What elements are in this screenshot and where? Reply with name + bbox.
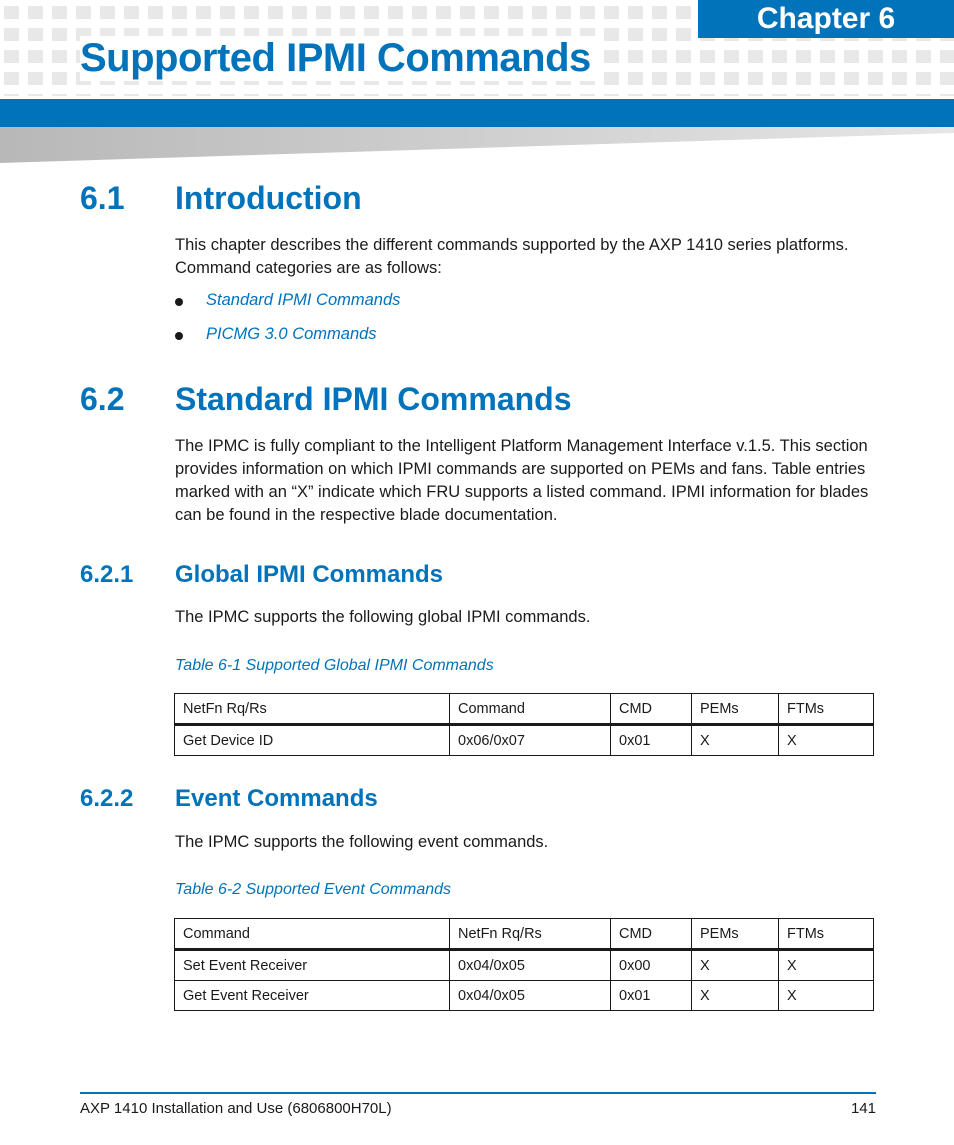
table-cell: X [779, 981, 874, 1011]
table-header-cell: PEMs [692, 694, 779, 725]
table-cell: 0x01 [611, 725, 692, 756]
table-caption: Table 6-1 Supported Global IPMI Commands [175, 657, 494, 674]
footer-page-number: 141 [850, 1100, 876, 1117]
section-heading-6-1 [80, 180, 362, 217]
event-commands-paragraph: The IPMC supports the following event commands. [175, 833, 549, 851]
section-heading-6-2-1 [80, 561, 443, 589]
table-header-cell: Command [450, 694, 611, 725]
footer-divider [80, 1092, 876, 1094]
table-row [175, 950, 874, 981]
global-ipmi-table [174, 693, 874, 756]
table-cell: X [692, 725, 779, 756]
section-title: Standard IPMI Commands [175, 381, 572, 417]
table-cell: 0x04/0x05 [450, 950, 611, 981]
link-picmg-commands[interactable]: PICMG 3.0 Commands [206, 325, 377, 343]
table-cell: Get Event Receiver [175, 981, 450, 1011]
section-heading-6-2 [80, 381, 572, 418]
table-header-cell: Command [175, 919, 450, 950]
table-cell: X [692, 981, 779, 1011]
table-cell: 0x01 [611, 981, 692, 1011]
global-ipmi-paragraph: The IPMC supports the following global IPMI commands. [175, 608, 591, 626]
table-header-row [175, 919, 874, 950]
table-caption: Table 6-2 Supported Event Commands [175, 881, 452, 898]
table-header-row [175, 694, 874, 725]
header-blue-band [0, 99, 954, 127]
section-title: Introduction [175, 180, 362, 216]
table-header-cell: PEMs [692, 919, 779, 950]
table-cell: 0x06/0x07 [450, 725, 611, 756]
table-cell: Get Device ID [175, 725, 450, 756]
section-number: 6.2 [80, 381, 125, 417]
section-number: 6.2.2 [80, 785, 134, 812]
table-cell: X [779, 950, 874, 981]
section-title: Global IPMI Commands [175, 561, 444, 588]
footer-document-name: AXP 1410 Installation and Use (6806800H70L) [80, 1100, 392, 1117]
header-grey-wedge [0, 127, 954, 163]
table-header-cell: CMD [611, 694, 692, 725]
section-number: 6.1 [80, 180, 125, 216]
table-header-cell: FTMs [779, 919, 874, 950]
standard-ipmi-paragraph: The IPMC is fully compliant to the Intelligent Platform Management Interface v.1.5. This section provides information on which IPMI commands are supported on PEMs and fans. Table entries marked with an “X” indicate which FRU supports a listed command. IPMI information for blades can be found in the respective blade documentation. [175, 437, 869, 524]
table-header-cell: FTMs [779, 694, 874, 725]
table-cell: X [779, 725, 874, 756]
section-heading-6-2-2 [80, 785, 378, 813]
table-header-cell: NetFn Rq/Rs [450, 919, 611, 950]
page-title: Supported IPMI Commands [80, 36, 601, 81]
table-row [175, 981, 874, 1011]
intro-paragraph: This chapter describes the different commands supported by the AXP 1410 series platforms. Command categories are as follows: [175, 236, 849, 277]
section-title: Event Commands [175, 785, 378, 812]
table-row [175, 725, 874, 756]
table-header-cell: NetFn Rq/Rs [175, 694, 450, 725]
table-cell: 0x04/0x05 [450, 981, 611, 1011]
table-cell: X [692, 950, 779, 981]
chapter-tab: Chapter 6 [698, 0, 954, 38]
table-cell: 0x00 [611, 950, 692, 981]
bullet-icon [175, 332, 183, 340]
event-commands-table [174, 918, 874, 1011]
bullet-icon [175, 298, 183, 306]
table-cell: Set Event Receiver [175, 950, 450, 981]
table-header-cell: CMD [611, 919, 692, 950]
section-number: 6.2.1 [80, 561, 134, 588]
link-standard-ipmi-commands[interactable]: Standard IPMI Commands [206, 291, 401, 309]
